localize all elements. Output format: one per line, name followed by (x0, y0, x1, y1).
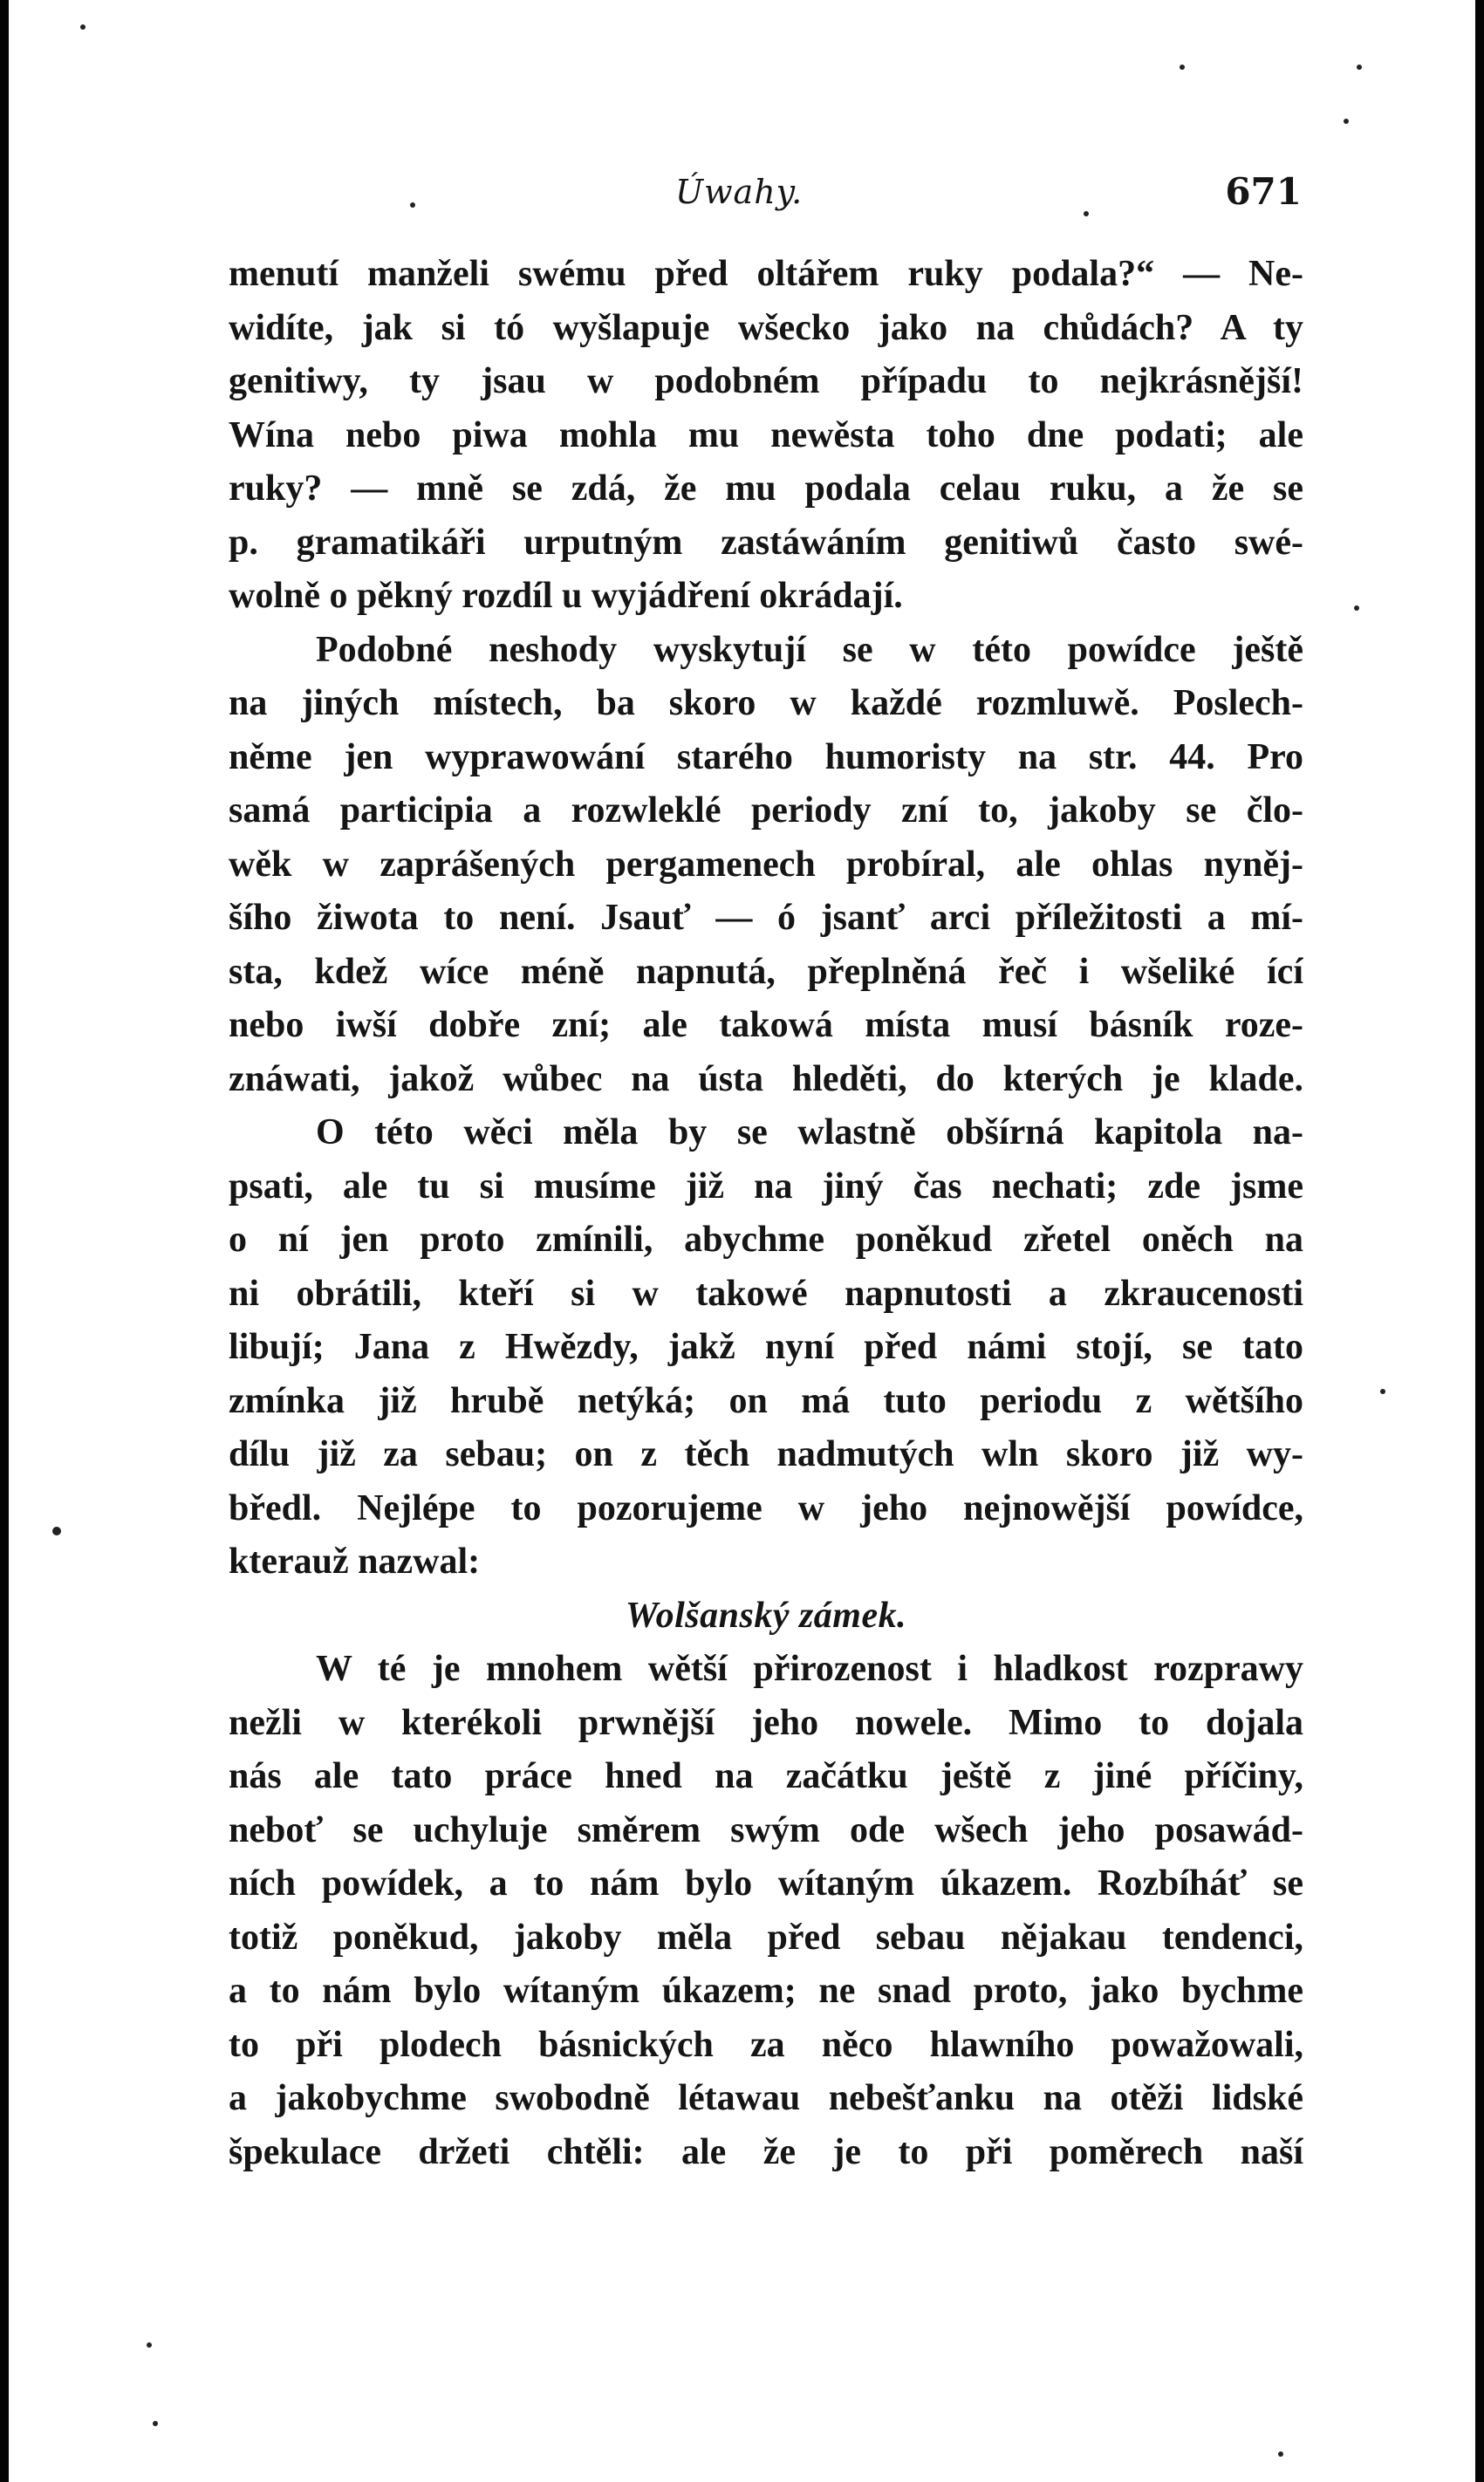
text-line: dílu již za sebau; on z těch nadmutých wln skoro již wy- (229, 1434, 1303, 1474)
text-line: libují; Jana z Hwězdy, jakž nyní před námi stojí, se tato (229, 1327, 1303, 1367)
text-line: znáwati, jakož wůbec na ústa hleděti, do kterých je klade. (229, 1058, 1303, 1099)
scan-speck (1380, 1389, 1385, 1394)
text-line: špekulace držeti chtěli: ale že je to při poměrech naší (229, 2131, 1303, 2172)
scan-speck (153, 2421, 158, 2426)
scan-speck (1357, 65, 1362, 70)
text-line: bředl. Nejlépe to pozorujeme w jeho nejnowější powídce, (229, 1487, 1303, 1528)
text-line: genitiwy, ty jsau w podobném případu to nejkrásnější! (229, 361, 1303, 401)
text-line: to při plodech básnických za něco hlawního powažowali, (229, 2024, 1303, 2065)
text-line: samá participia a rozwleklé periody zní to, jakoby se člo- (229, 790, 1303, 831)
text-line: widíte, jak si tó wyšlapuje wšecko jako na chůdách? A ty (229, 307, 1303, 348)
text-line: ních powídek, a to nám bylo wítaným úkazem. Rozbíháť se (229, 1863, 1303, 1904)
scan-border-right (1475, 0, 1484, 2482)
scan-speck (80, 24, 85, 30)
text-line: p. gramatikáři urputným zastáwáním genitiwů často swé- (229, 522, 1303, 563)
text-line: menutí manželi swému před oltářem ruky podala?“ — Ne- (229, 254, 1303, 294)
text-line: sta, kdež wíce méně napnutá, přeplněná řeč i wšeliké ící (229, 951, 1303, 992)
section-title: Wolšanský zámek. (625, 1595, 907, 1636)
text-line: a jakobychme swobodně létawau nebešťanku na otěži lidské (229, 2078, 1303, 2118)
text-line: šího žiwota to není. Jsauť — ó jsanť arci příležitosti a mí- (229, 898, 1303, 938)
text-line: nežli w kterékoli prwnější jeho nowele. Mimo to dojala (229, 1702, 1303, 1743)
page-header (229, 168, 1302, 220)
scan-speck (1278, 2451, 1283, 2457)
scan-speck (1180, 65, 1185, 70)
text-line: neboť se uchyluje směrem swým ode wšech jeho posawád- (229, 1809, 1303, 1850)
text-line: a to nám bylo wítaným úkazem; ne snad proto, jako bychme (229, 1971, 1303, 2011)
scan-speck (1344, 119, 1349, 124)
text-line: na jiných místech, ba skoro w každé rozmluwě. Poslech- (229, 683, 1303, 723)
text-line: O této wěci měla by se wlastně obšírná kapitola na- (316, 1112, 1303, 1152)
page-number: 671 (1225, 170, 1302, 213)
text-line: psati, ale tu si musíme již na jiný čas nechati; zde jsme (229, 1166, 1303, 1207)
text-line: ruky? — mně se zdá, že mu podala celau ruku, a že se (229, 468, 1303, 509)
scan-speck (1354, 605, 1359, 611)
text-line: totiž poněkud, jakoby měla před sebau nějakau tendenci, (229, 1917, 1303, 1958)
text-line: zmínka již hrubě netýká; on má tuto periodu z wětšího (229, 1380, 1303, 1421)
body-text (229, 248, 1303, 2179)
text-line: wěk w zaprášených pergamenech probíral, ale ohlas nyněj- (229, 844, 1303, 885)
scan-speck (52, 1527, 61, 1535)
text-line: wolně o pěkný rozdíl u wyjádření okrádají. (229, 576, 903, 616)
scan-border-left (0, 0, 9, 2482)
text-line: nebo iwší dobře zní; ale takowá místa musí básník roze- (229, 1005, 1303, 1045)
text-line: nás ale tato práce hned na začátku ještě z jiné příčiny, (229, 1756, 1303, 1796)
text-line: Podobné neshody wyskytují se w této powídce ještě (316, 629, 1303, 670)
text-line: něme jen wyprawowání starého humoristy na str. 44. Pro (229, 736, 1303, 777)
text-line: o ní jen proto zmínili, abychme poněkud zřetel oněch na (229, 1220, 1303, 1260)
text-line: Wína nebo piwa mohla mu newěsta toho dne podati; ale (229, 414, 1303, 455)
running-head: Úwahy. (675, 173, 804, 211)
scan-speck (147, 2342, 152, 2348)
text-line: kterauž nazwal: (229, 1542, 481, 1582)
text-line: ni obrátili, kteří si w takowé napnutosti a zkraucenosti (229, 1273, 1303, 1314)
text-line: W té je mnohem wětší přirozenost i hladkost rozprawy (316, 1649, 1303, 1689)
